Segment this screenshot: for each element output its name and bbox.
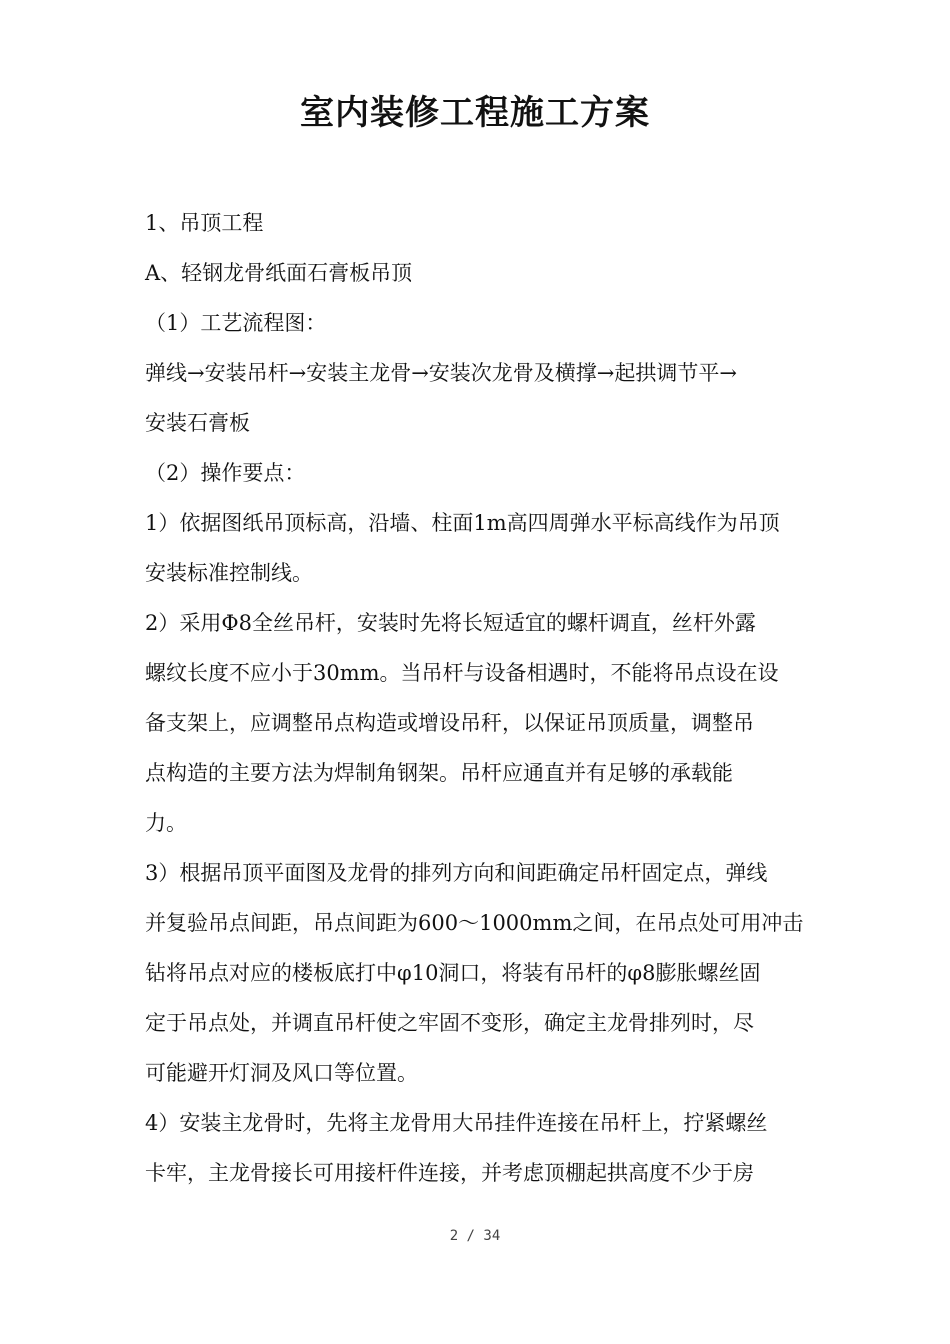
text-line: 4）安装主龙骨时，先将主龙骨用大吊挂件连接在吊杆上，拧紧螺丝 <box>145 1111 768 1135</box>
page-indicator: 2 / 34 <box>449 1228 501 1244</box>
subheading-light-steel-keel: A、轻钢龙骨纸面石膏板吊顶 <box>145 261 413 285</box>
text-line: 1）依据图纸吊顶标高，沿墙、柱面1m高四周弹水平标高线作为吊顶 <box>145 511 780 535</box>
text-line: 3）根据吊顶平面图及龙骨的排列方向和间距确定吊杆固定点，弹线 <box>145 861 768 885</box>
subheading-process-flow: （1）工艺流程图： <box>145 311 327 335</box>
text-line: 螺纹长度不应小于30mm。当吊杆与设备相遇时，不能将吊点设在设 <box>145 661 779 685</box>
text-line: 并复验吊点间距，吊点间距为600～1000mm之间，在吊点处可用冲击 <box>145 911 804 935</box>
text-line: 钻将吊点对应的楼板底打中φ10洞口，将装有吊杆的φ8膨胀螺丝固 <box>145 961 761 985</box>
text-line: 安装标准控制线。 <box>145 561 313 585</box>
document-title: 室内装修工程施工方案 <box>300 93 650 133</box>
text-line: 弹线→安装吊杆→安装主龙骨→安装次龙骨及横撑→起拱调节平→ <box>145 361 737 385</box>
subheading-operation-points: （2）操作要点： <box>145 461 306 485</box>
text-line: 备支架上，应调整吊点构造或增设吊秆，以保证吊顶质量，调整吊 <box>145 711 754 735</box>
text-line: 卡牢，主龙骨接长可用接杆件连接，并考虑顶棚起拱高度不少于房 <box>145 1161 754 1185</box>
text-line: 力。 <box>145 811 187 835</box>
text-line: 安装石膏板 <box>145 411 250 435</box>
text-line: 点构造的主要方法为焊制角钢架。吊杆应通直并有足够的承载能 <box>145 761 733 785</box>
text-line: 2）采用Φ8全丝吊杆，安装时先将长短适宜的螺杆调直，丝杆外露 <box>145 611 756 635</box>
text-line: 定于吊点处，并调直吊杆使之牢固不变形，确定主龙骨排列时，尽 <box>145 1011 754 1035</box>
heading-ceiling-works: 1、吊顶工程 <box>145 211 264 235</box>
text-line: 可能避开灯洞及风口等位置。 <box>145 1061 418 1085</box>
